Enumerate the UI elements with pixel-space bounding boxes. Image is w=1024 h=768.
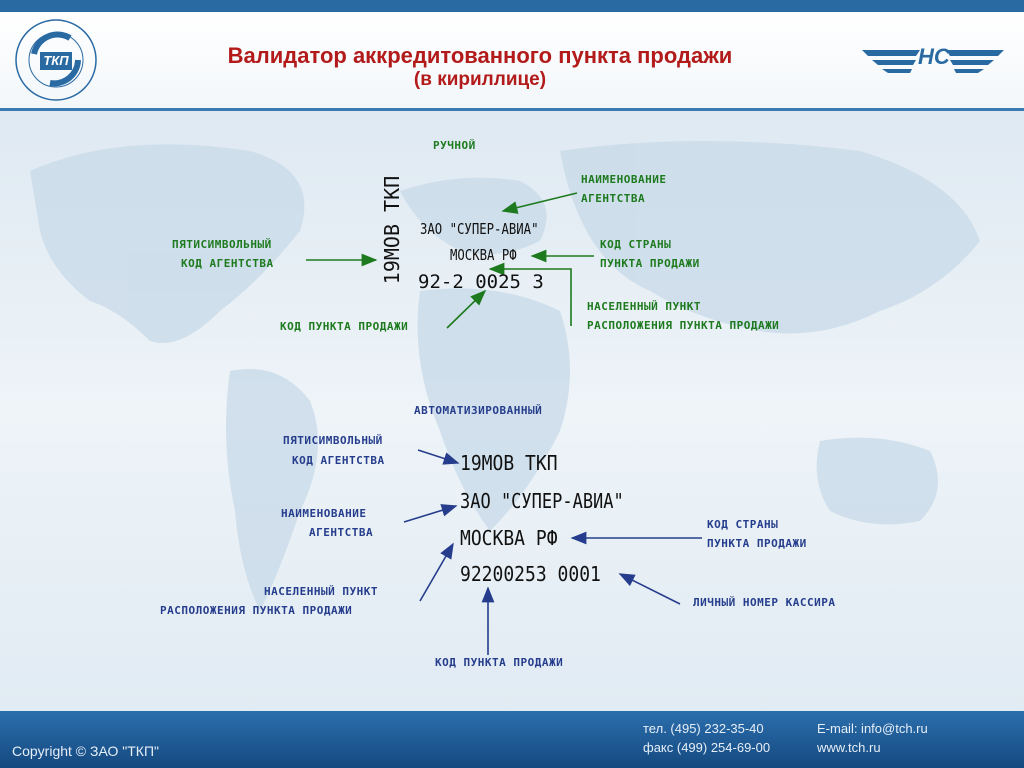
page-title: Валидатор аккредитованного пункта продажи [227,43,733,68]
header [0,12,1024,108]
page-subtitle: (в кириллице) [413,69,547,90]
auto-label-country-2: ПУНКТА ПРОДАЖИ [707,537,807,550]
manual-stamp-vertical: 19МОВ ТКП [380,175,404,285]
tkp-logo-text: ТКП [43,53,69,68]
website-text: www.tch.ru [817,740,881,755]
copyright-text: Copyright © ЗАО "ТКП" [12,743,159,759]
auto-label-point-code: КОД ПУНКТА ПРОДАЖИ [435,656,564,669]
manual-label-city-2: РАСПОЛОЖЕНИЯ ПУНКТА ПРОДАЖИ [587,319,780,332]
manual-stamp-line-1: ЗАО "СУПЕР-АВИА" [420,220,539,238]
rzd-logo-text: НС [918,44,950,69]
manual-label-agency-name-1: НАИМЕНОВАНИЕ [581,173,667,186]
manual-label-country-2: ПУНКТА ПРОДАЖИ [600,257,700,270]
world-map-background [0,111,1024,711]
auto-stamp-line-4: 92200253 0001 [460,562,601,586]
manual-label-city-1: НАСЕЛЕННЫЙ ПУНКТ [587,300,701,313]
arrow-point-code [447,291,485,328]
auto-label-agency-name-2: АГЕНТСТВА [309,526,374,539]
manual-heading: РУЧНОЙ [433,139,476,152]
manual-stamp-line-2: МОСКВА РФ [450,246,517,264]
top-bar [0,0,1024,12]
manual-label-agency-name-2: АГЕНТСТВА [581,192,646,205]
arrow-auto-city [420,544,453,601]
auto-label-country-1: КОД СТРАНЫ [707,518,779,531]
manual-stamp-line-3: 92-2 0025 3 [418,271,544,293]
manual-label-country-1: КОД СТРАНЫ [600,238,672,251]
email-text: E-mail: info@tch.ru [817,721,928,736]
auto-label-agency-name-1: НАИМЕНОВАНИЕ [281,507,367,520]
auto-stamp-line-3: МОСКВА РФ [460,526,558,550]
auto-label-agency-code-2: КОД АГЕНТСТВА [292,454,385,467]
rzd-wings-logo [858,38,1008,82]
auto-stamp-line-2: ЗАО "СУПЕР-АВИА" [460,489,624,513]
tkp-logo [10,16,102,104]
manual-label-agency-code-1: ПЯТИСИМВОЛЬНЫЙ [172,238,272,251]
auto-heading: АВТОМАТИЗИРОВАННЫЙ [414,404,543,417]
phone-text: тел. (495) 232-35-40 [643,721,764,736]
footer [0,711,1024,768]
arrow-auto-cashier [620,574,680,604]
auto-stamp-line-1: 19МОВ ТКП [460,451,558,475]
manual-label-point-code: КОД ПУНКТА ПРОДАЖИ [280,320,409,333]
auto-label-agency-code-1: ПЯТИСИМВОЛЬНЫЙ [283,434,383,447]
auto-label-city-2: РАСПОЛОЖЕНИЯ ПУНКТА ПРОДАЖИ [160,604,353,617]
auto-label-cashier: ЛИЧНЫЙ НОМЕР КАССИРА [693,596,836,609]
arrow-auto-agency-name [404,506,456,522]
arrow-auto-agency-code [418,450,458,463]
auto-label-city-1: НАСЕЛЕННЫЙ ПУНКТ [264,585,378,598]
manual-label-agency-code-2: КОД АГЕНТСТВА [181,257,274,270]
fax-text: факс (499) 254-69-00 [643,740,771,755]
arrow-agency-name [503,193,577,211]
